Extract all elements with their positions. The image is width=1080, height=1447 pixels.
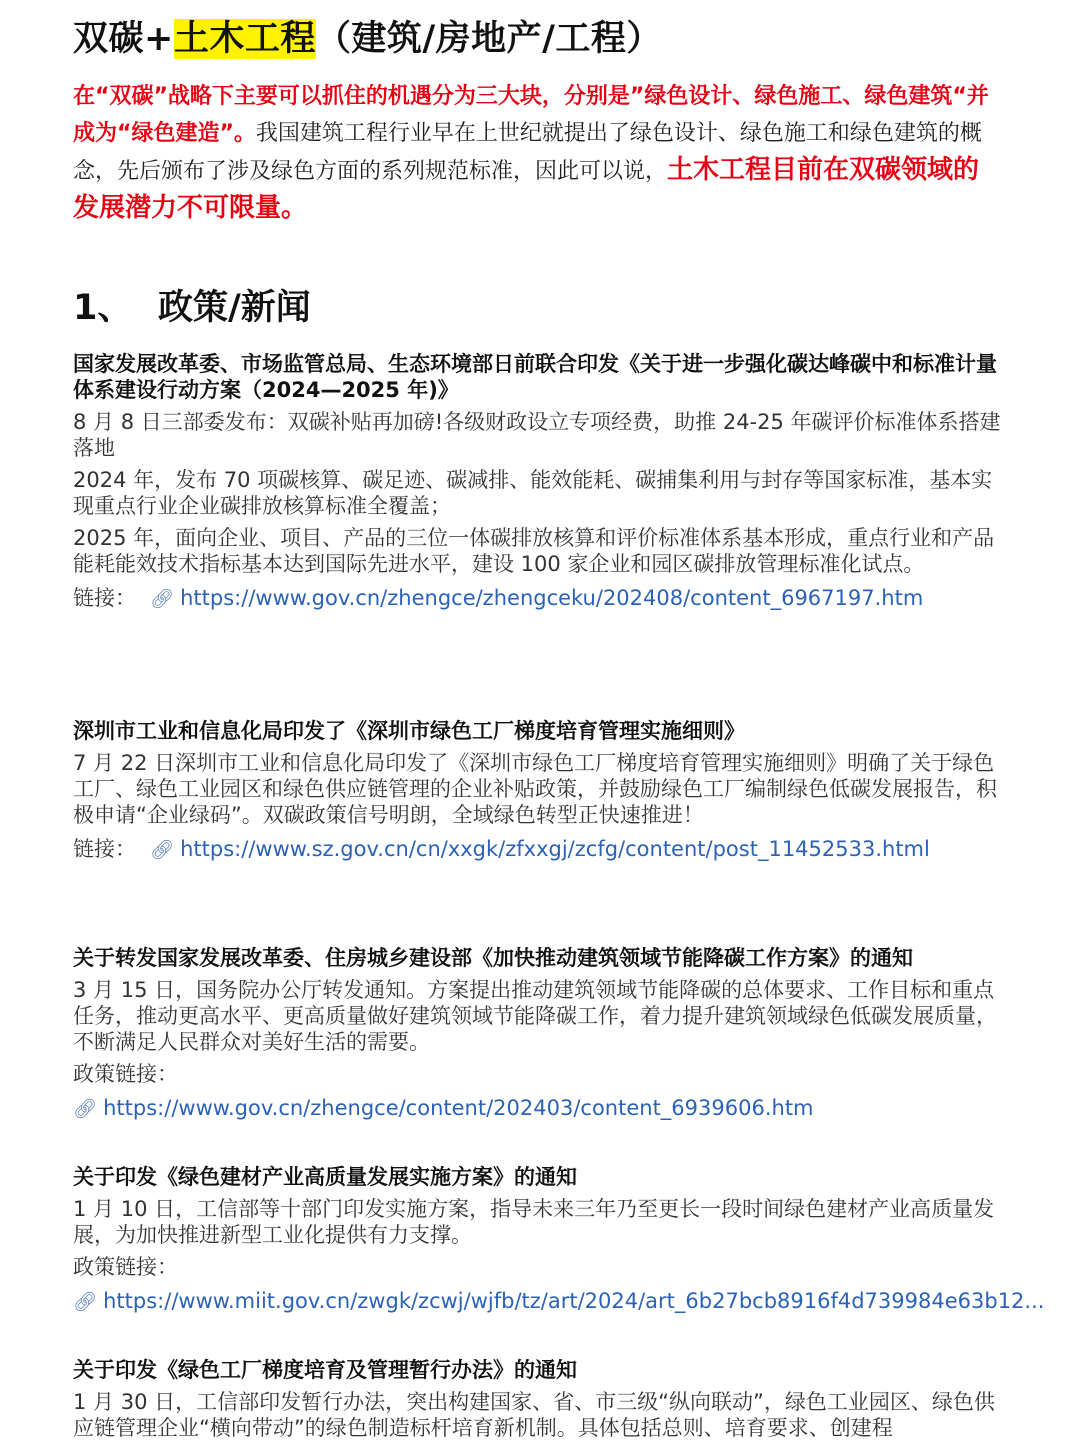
link-icon: 🔗︎: [150, 588, 175, 610]
section-title: 政策/新闻: [158, 288, 311, 328]
news-paragraph: 2025 年，面向企业、项目、产品的三位一体碳排放核算和评价标准体系基本形成，重点行业和产品能耗能效技术指标基本达到国际先进水平，建设 100 家企业和园区碳排放管理标准化试点。: [73, 526, 995, 576]
intro-red-lead: 在“双碳”战略下主要可以抓住的机遇分为三大块，分别是”绿色设计、绿色施工、绿色建筑“并成为“绿色建造”。: [73, 84, 989, 146]
link-label: 政策链接：: [73, 1255, 178, 1279]
news-paragraph: 7 月 22 日深圳市工业和信息化局印发了《深圳市绿色工厂梯度培育管理实施细则》明确了关于绿色工厂、绿色工业园区和绿色供应链管理的企业补贴政策，并鼓励绿色工厂编制绿色低碳发展报告，积极申请“企业绿码”。双碳政策信号明朗，全域绿色转型正快速推进！: [73, 751, 997, 827]
news-item-body: [73, 409, 1003, 577]
intro-body: 我国建筑工程行业早在上世纪就提出了绿色设计、绿色施工和绿色建筑的概念，先后颁布了涉及绿色方面的系列规范标准，因此可以说，: [73, 121, 982, 184]
link-row: [73, 1288, 1045, 1315]
page-title: [73, 14, 662, 64]
news-item-4: [73, 1164, 1045, 1315]
policy-link[interactable]: https://www.miit.gov.cn/zwgk/zcwj/wjfb/tz/art/2024/art_6b27bcb8916f4d739984e63b12...: [103, 1289, 1045, 1313]
news-item-body: [73, 1389, 1003, 1441]
policy-link[interactable]: https://www.gov.cn/zhengce/zhengceku/202408/content_6967197.htm: [180, 586, 924, 610]
title-prefix: 双碳+: [73, 19, 174, 59]
news-item-body: [73, 1196, 1003, 1248]
news-item-title: 关于印发《绿色工厂梯度培育及管理暂行办法》的通知: [73, 1358, 577, 1382]
news-item-title: 关于印发《绿色建材产业高质量发展实施方案》的通知: [73, 1165, 577, 1189]
news-item-2: [73, 718, 1003, 863]
link-icon: 🔗︎: [73, 1291, 98, 1313]
link-label: 链接：: [73, 837, 136, 861]
news-item-title: 关于转发国家发展改革委、住房城乡建设部《加快推动建筑领域节能降碳工作方案》的通知: [73, 946, 913, 970]
news-item-1: [73, 351, 1003, 612]
link-row: [73, 585, 1003, 612]
news-item-3: [73, 945, 1003, 1122]
news-paragraph: 1 月 30 日，工信部印发暂行办法，突出构建国家、省、市三级“纵向联动”，绿色工业园区、绿色供应链管理企业“横向带动”的绿色制造标杆培育新机制。具体包括总则、培育要求、创建程: [73, 1390, 995, 1440]
news-paragraph: 8 月 8 日三部委发布：双碳补贴再加磅!各级财政设立专项经费，助推 24-25 年碳评价标准体系搭建落地: [73, 410, 1001, 460]
intro-red-tail: 土木工程目前在双碳领域的发展潜力不可限量。: [73, 155, 980, 223]
news-item-title: 国家发展改革委、市场监管总局、生态环境部日前联合印发《关于进一步强化碳达峰碳中和标准计量体系建设行动方案（2024—2025 年)》: [73, 352, 997, 402]
link-icon: 🔗︎: [73, 1098, 98, 1120]
link-icon: 🔗︎: [150, 839, 175, 861]
news-item-body: [73, 750, 1003, 828]
news-paragraph: 3 月 15 日，国务院办公厅转发通知。方案提出推动建筑领域节能降碳的总体要求、工作目标和重点任务，推动更高水平、更高质量做好建筑领域节能降碳工作，着力提升建筑领域绿色低碳发展质量，不断满足人民群众对美好生活的需要。: [73, 978, 997, 1054]
policy-link[interactable]: https://www.sz.gov.cn/cn/xxgk/zfxxgj/zcfg/content/post_11452533.html: [180, 837, 930, 861]
policy-link[interactable]: https://www.gov.cn/zhengce/content/202403/content_6939606.htm: [103, 1096, 814, 1120]
section-number: 1、: [73, 288, 133, 328]
news-paragraph: 2024 年，发布 70 项碳核算、碳足迹、碳减排、能效能耗、碳捕集利用与封存等国家标准，基本实现重点行业企业碳排放核算标准全覆盖；: [73, 468, 993, 518]
link-label: 链接：: [73, 586, 136, 610]
intro-paragraph: [73, 78, 1003, 228]
news-item-body: [73, 977, 1003, 1055]
link-label: 政策链接：: [73, 1062, 178, 1086]
news-item-5: [73, 1357, 1003, 1447]
title-highlight: 土木工程: [173, 19, 316, 59]
link-row: [73, 1095, 1003, 1122]
section-heading: [73, 282, 311, 334]
title-suffix: （建筑/房地产/工程）: [315, 19, 662, 59]
link-row: [73, 836, 1003, 863]
news-item-title: 深圳市工业和信息化局印发了《深圳市绿色工厂梯度培育管理实施细则》: [73, 719, 745, 743]
news-paragraph: 1 月 10 日，工信部等十部门印发实施方案，指导未来三年乃至更长一段时间绿色建材产业高质量发展，为加快推进新型工业化提供有力支撑。: [73, 1197, 995, 1247]
